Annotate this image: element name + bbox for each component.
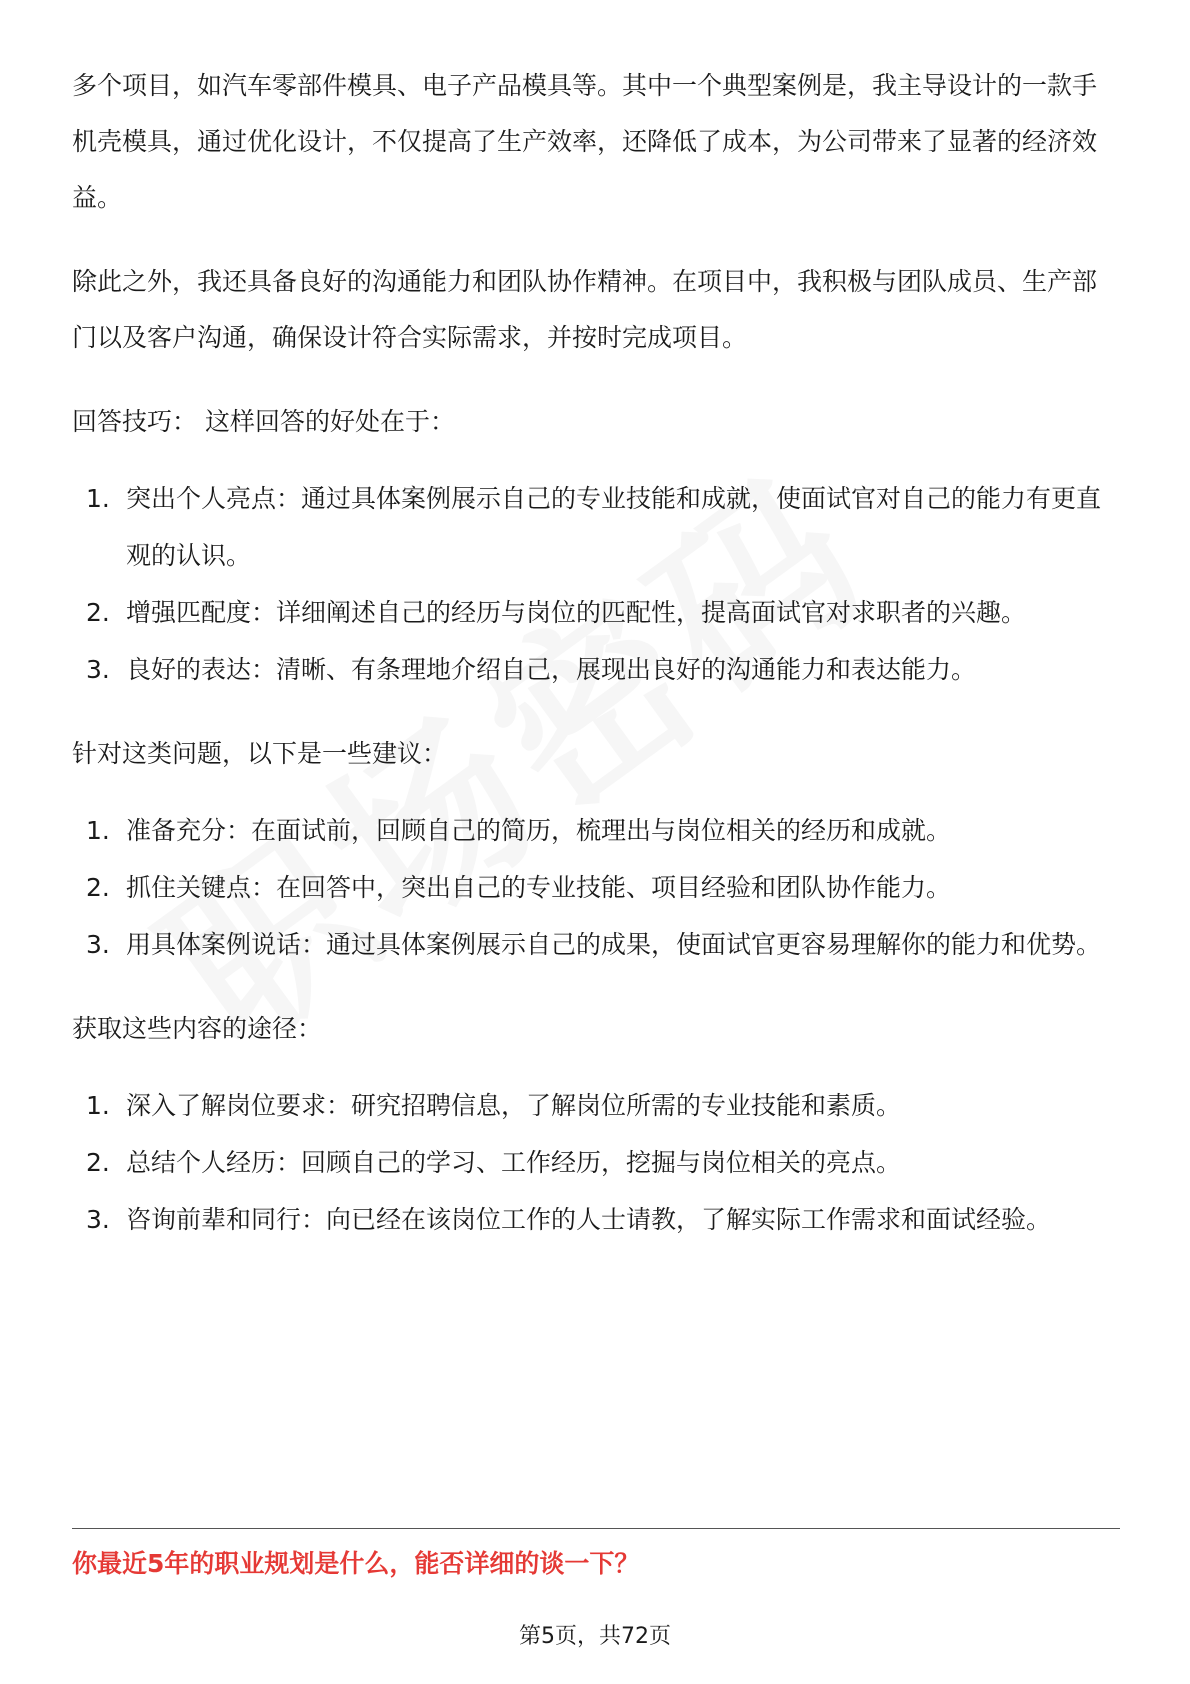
suggestions-list (72, 802, 1120, 973)
routes-heading: 获取这些内容的途径： (72, 1014, 323, 1043)
next-question-heading: 你最近5年的职业规划是什么，能否详细的谈一下？ (72, 1549, 640, 1578)
suggestions-heading: 针对这类问题，以下是一些建议： (72, 739, 448, 768)
tips-heading: 回答技巧： 这样回答的好处在于： (72, 407, 455, 436)
document-body (72, 58, 1120, 1248)
tips-list (72, 470, 1120, 698)
list-item: 3. 良好的表达：清晰、有条理地介绍自己，展现出良好的沟通能力和表达能力。 (86, 655, 977, 684)
list-item: 1. 深入了解岗位要求：研究招聘信息，了解岗位所需的专业技能和素质。 (86, 1091, 902, 1120)
list-item: 2. 抓住关键点：在回答中，突出自己的专业技能、项目经验和团队协作能力。 (86, 873, 952, 902)
section-divider (72, 1528, 1120, 1529)
list-item: 2. 总结个人经历：回顾自己的学习、工作经历，挖掘与岗位相关的亮点。 (86, 1148, 902, 1177)
paragraph-project-case: 多个项目，如汽车零部件模具、电子产品模具等。其中一个典型案例是，我主导设计的一款手机壳模具，通过优化设计，不仅提高了生产效率，还降低了成本，为公司带来了显著的经济效益。 (72, 71, 1098, 212)
list-item: 1. 准备充分：在面试前，回顾自己的简历，梳理出与岗位相关的经历和成就。 (86, 816, 952, 845)
page-number: 第5页，共72页 (519, 1624, 671, 1649)
routes-list (72, 1077, 1120, 1248)
list-item: 3. 咨询前辈和同行：向已经在该岗位工作的人士请教，了解实际工作需求和面试经验。 (86, 1205, 1052, 1234)
list-item: 1. 突出个人亮点：通过具体案例展示自己的专业技能和成就，使面试官对自己的能力有更直观的认识。 (86, 484, 1102, 570)
list-item: 3. 用具体案例说话：通过具体案例展示自己的成果，使面试官更容易理解你的能力和优势。 (86, 930, 1102, 959)
list-item: 2. 增强匹配度：详细阐述自己的经历与岗位的匹配性，提高面试官对求职者的兴趣。 (86, 598, 1027, 627)
paragraph-communication: 除此之外，我还具备良好的沟通能力和团队协作精神。在项目中，我积极与团队成员、生产部门以及客户沟通，确保设计符合实际需求，并按时完成项目。 (72, 267, 1098, 352)
